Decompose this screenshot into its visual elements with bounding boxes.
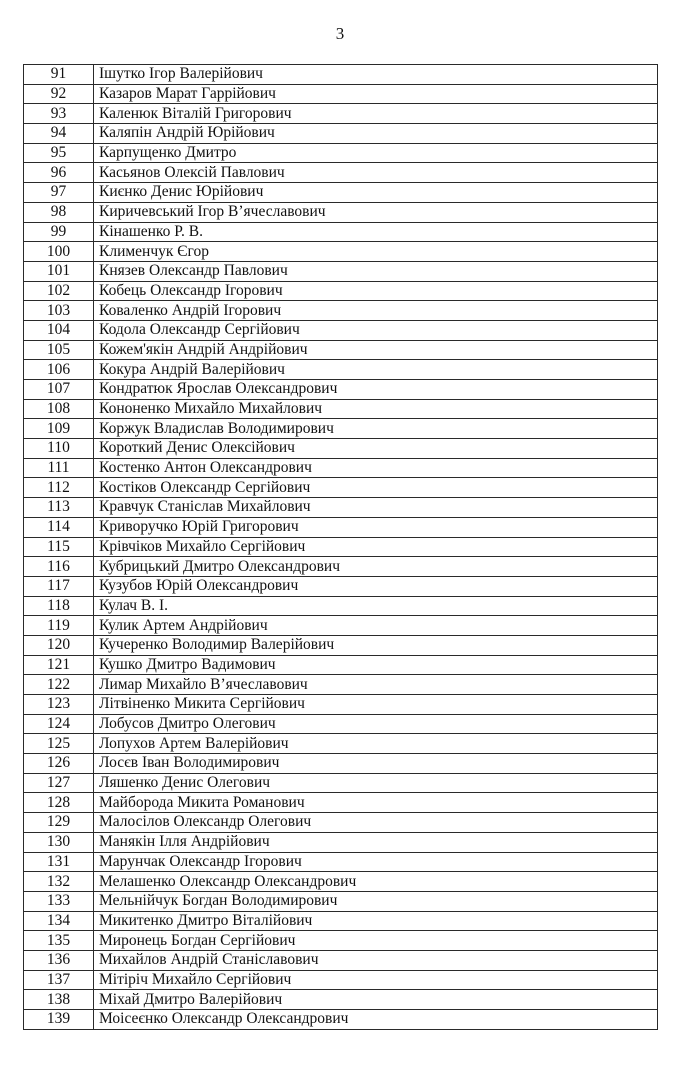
table-row xyxy=(24,163,658,183)
row-number: 117 xyxy=(24,576,94,596)
row-number: 112 xyxy=(24,478,94,498)
person-name: Кінашенко Р. В. xyxy=(94,222,658,242)
person-name: Князев Олександр Павлович xyxy=(94,261,658,281)
table-row xyxy=(24,458,658,478)
row-number: 109 xyxy=(24,419,94,439)
table-row xyxy=(24,557,658,577)
table-row xyxy=(24,124,658,144)
row-number: 121 xyxy=(24,655,94,675)
person-name: Кулик Артем Андрійович xyxy=(94,616,658,636)
person-name: Майборода Микита Романович xyxy=(94,793,658,813)
person-name: Кокура Андрій Валерійович xyxy=(94,360,658,380)
table-row xyxy=(24,183,658,203)
person-name: Літвіненко Микита Сергійович xyxy=(94,695,658,715)
person-name: Лобусов Дмитро Олегович xyxy=(94,714,658,734)
row-number: 97 xyxy=(24,183,94,203)
table-row xyxy=(24,911,658,931)
row-number: 125 xyxy=(24,734,94,754)
row-number: 103 xyxy=(24,301,94,321)
person-name: Кононенко Михайло Михайлович xyxy=(94,399,658,419)
table-row xyxy=(24,852,658,872)
person-name: Клименчук Єгор xyxy=(94,242,658,262)
table-row xyxy=(24,773,658,793)
table-row xyxy=(24,990,658,1010)
table-row xyxy=(24,675,658,695)
row-number: 119 xyxy=(24,616,94,636)
person-name: Манякін Ілля Андрійович xyxy=(94,832,658,852)
table-row xyxy=(24,754,658,774)
table-row xyxy=(24,734,658,754)
row-number: 101 xyxy=(24,261,94,281)
table-row xyxy=(24,1010,658,1030)
person-name: Костіков Олександр Сергійович xyxy=(94,478,658,498)
person-name: Марунчак Олександр Ігорович xyxy=(94,852,658,872)
table-row xyxy=(24,832,658,852)
row-number: 94 xyxy=(24,124,94,144)
row-number: 100 xyxy=(24,242,94,262)
row-number: 95 xyxy=(24,143,94,163)
person-name: Міхай Дмитро Валерійович xyxy=(94,990,658,1010)
row-number: 129 xyxy=(24,813,94,833)
person-name: Киричевський Ігор В’ячеславович xyxy=(94,202,658,222)
row-number: 122 xyxy=(24,675,94,695)
row-number: 128 xyxy=(24,793,94,813)
person-name: Малосілов Олександр Олегович xyxy=(94,813,658,833)
person-name: Ляшенко Денис Олегович xyxy=(94,773,658,793)
person-name: Кузубов Юрій Олександрович xyxy=(94,576,658,596)
table-row xyxy=(24,419,658,439)
names-table xyxy=(23,64,658,1030)
person-name: Коржук Владислав Володимирович xyxy=(94,419,658,439)
row-number: 127 xyxy=(24,773,94,793)
person-name: Короткий Денис Олексійович xyxy=(94,439,658,459)
row-number: 133 xyxy=(24,891,94,911)
row-number: 116 xyxy=(24,557,94,577)
person-name: Коваленко Андрій Ігорович xyxy=(94,301,658,321)
row-number: 104 xyxy=(24,320,94,340)
person-name: Крівчіков Михайло Сергійович xyxy=(94,537,658,557)
table-row xyxy=(24,596,658,616)
table-row xyxy=(24,143,658,163)
table-row xyxy=(24,616,658,636)
person-name: Миронець Богдан Сергійович xyxy=(94,931,658,951)
person-name: Кубрицький Дмитро Олександрович xyxy=(94,557,658,577)
table-row xyxy=(24,498,658,518)
person-name: Лимар Михайло В’ячеславович xyxy=(94,675,658,695)
table-row xyxy=(24,222,658,242)
table-row xyxy=(24,261,658,281)
row-number: 105 xyxy=(24,340,94,360)
table-row xyxy=(24,202,658,222)
row-number: 108 xyxy=(24,399,94,419)
person-name: Кушко Дмитро Вадимович xyxy=(94,655,658,675)
row-number: 124 xyxy=(24,714,94,734)
row-number: 115 xyxy=(24,537,94,557)
row-number: 132 xyxy=(24,872,94,892)
table-row xyxy=(24,813,658,833)
row-number: 107 xyxy=(24,380,94,400)
person-name: Михайлов Андрій Станіславович xyxy=(94,950,658,970)
row-number: 106 xyxy=(24,360,94,380)
row-number: 123 xyxy=(24,695,94,715)
row-number: 93 xyxy=(24,104,94,124)
row-number: 111 xyxy=(24,458,94,478)
person-name: Ішутко Ігор Валерійович xyxy=(94,65,658,85)
person-name: Кравчук Станіслав Михайлович xyxy=(94,498,658,518)
person-name: Мелашенко Олександр Олександрович xyxy=(94,872,658,892)
table-row xyxy=(24,65,658,85)
table-row xyxy=(24,872,658,892)
row-number: 110 xyxy=(24,439,94,459)
person-name: Моісеєнко Олександр Олександрович xyxy=(94,1010,658,1030)
row-number: 131 xyxy=(24,852,94,872)
row-number: 137 xyxy=(24,970,94,990)
row-number: 139 xyxy=(24,1010,94,1030)
table-row xyxy=(24,793,658,813)
table-row xyxy=(24,340,658,360)
person-name: Лопухов Артем Валерійович xyxy=(94,734,658,754)
person-name: Каленюк Віталій Григорович xyxy=(94,104,658,124)
person-name: Казаров Марат Гаррійович xyxy=(94,84,658,104)
row-number: 113 xyxy=(24,498,94,518)
row-number: 96 xyxy=(24,163,94,183)
table-row xyxy=(24,380,658,400)
row-number: 91 xyxy=(24,65,94,85)
person-name: Кожем'якін Андрій Андрійович xyxy=(94,340,658,360)
table-row xyxy=(24,439,658,459)
table-row xyxy=(24,891,658,911)
person-name: Карпущенко Дмитро xyxy=(94,143,658,163)
table-row xyxy=(24,478,658,498)
person-name: Кулач В. І. xyxy=(94,596,658,616)
table-row xyxy=(24,537,658,557)
person-name: Костенко Антон Олександрович xyxy=(94,458,658,478)
table-row xyxy=(24,714,658,734)
person-name: Каляпін Андрій Юрійович xyxy=(94,124,658,144)
table-row xyxy=(24,360,658,380)
person-name: Касьянов Олексій Павлович xyxy=(94,163,658,183)
person-name: Кондратюк Ярослав Олександрович xyxy=(94,380,658,400)
page-number: 3 xyxy=(335,24,345,43)
person-name: Києнко Денис Юрійович xyxy=(94,183,658,203)
row-number: 98 xyxy=(24,202,94,222)
table-row xyxy=(24,301,658,321)
person-name: Кучеренко Володимир Валерійович xyxy=(94,635,658,655)
table-row xyxy=(24,695,658,715)
table-row xyxy=(24,104,658,124)
row-number: 130 xyxy=(24,832,94,852)
person-name: Мельнійчук Богдан Володимирович xyxy=(94,891,658,911)
names-table-body xyxy=(24,65,658,1030)
table-row xyxy=(24,655,658,675)
row-number: 136 xyxy=(24,950,94,970)
table-row xyxy=(24,517,658,537)
row-number: 118 xyxy=(24,596,94,616)
table-row xyxy=(24,320,658,340)
row-number: 134 xyxy=(24,911,94,931)
person-name: Кодола Олександр Сергійович xyxy=(94,320,658,340)
table-row xyxy=(24,576,658,596)
table-row xyxy=(24,950,658,970)
table-row xyxy=(24,281,658,301)
row-number: 135 xyxy=(24,931,94,951)
table-row xyxy=(24,84,658,104)
person-name: Лосєв Іван Володимирович xyxy=(94,754,658,774)
person-name: Кобець Олександр Ігорович xyxy=(94,281,658,301)
person-name: Мітіріч Михайло Сергійович xyxy=(94,970,658,990)
row-number: 114 xyxy=(24,517,94,537)
row-number: 102 xyxy=(24,281,94,301)
row-number: 126 xyxy=(24,754,94,774)
table-row xyxy=(24,970,658,990)
row-number: 120 xyxy=(24,635,94,655)
person-name: Микитенко Дмитро Віталійович xyxy=(94,911,658,931)
table-row xyxy=(24,242,658,262)
person-name: Криворучко Юрій Григорович xyxy=(94,517,658,537)
table-row xyxy=(24,931,658,951)
row-number: 92 xyxy=(24,84,94,104)
row-number: 138 xyxy=(24,990,94,1010)
table-row xyxy=(24,399,658,419)
table-row xyxy=(24,635,658,655)
row-number: 99 xyxy=(24,222,94,242)
